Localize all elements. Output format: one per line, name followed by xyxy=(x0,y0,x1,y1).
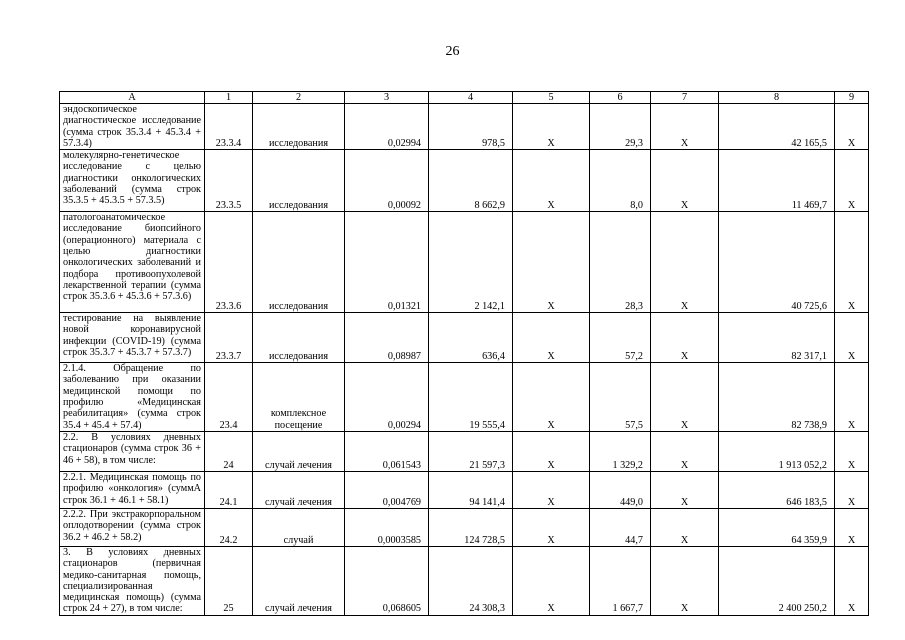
row-col-4: 2 142,1 xyxy=(429,212,513,313)
table-row xyxy=(60,431,869,471)
row-col-5: X xyxy=(513,431,590,471)
row-col-4: 124 728,5 xyxy=(429,508,513,546)
row-col-5: X xyxy=(513,508,590,546)
row-col-6: 28,3 xyxy=(590,212,651,313)
row-col-4: 636,4 xyxy=(429,313,513,363)
row-col-6: 1 667,7 xyxy=(590,546,651,615)
header-cell-7: 7 xyxy=(651,92,719,104)
row-col-8: 11 469,7 xyxy=(719,150,835,212)
header-cell-a: А xyxy=(60,92,205,104)
row-line-number: 23.3.6 xyxy=(205,212,253,313)
row-col-7: X xyxy=(651,313,719,363)
row-col-7: X xyxy=(651,150,719,212)
row-col-7: X xyxy=(651,363,719,432)
row-col-9: X xyxy=(835,150,869,212)
row-col-5: X xyxy=(513,471,590,508)
row-line-number: 24.2 xyxy=(205,508,253,546)
row-description: тестирование на выявление новой коронавирусной инфекции (COVID-19) (сумма строк 35.3.7 + 45.3.7 + 57.3.7) xyxy=(60,313,205,363)
row-col-9: X xyxy=(835,471,869,508)
row-unit: случай лечения xyxy=(253,546,345,615)
row-col-3: 0,068605 xyxy=(345,546,429,615)
row-unit: исследования xyxy=(253,313,345,363)
row-col-7: X xyxy=(651,546,719,615)
row-col-4: 24 308,3 xyxy=(429,546,513,615)
row-col-6: 57,5 xyxy=(590,363,651,432)
row-col-5: X xyxy=(513,150,590,212)
row-col-3: 0,0003585 xyxy=(345,508,429,546)
row-unit: исследования xyxy=(253,150,345,212)
row-col-7: X xyxy=(651,471,719,508)
row-description: 3. В условиях дневных стационаров (первичная медико-санитарная помощь, специализированная медицинская помощь) (сумма строк 24 + 27), в том числе: xyxy=(60,546,205,615)
table-row xyxy=(60,363,869,432)
row-col-8: 82 738,9 xyxy=(719,363,835,432)
row-col-7: X xyxy=(651,508,719,546)
header-cell-8: 8 xyxy=(719,92,835,104)
row-col-5: X xyxy=(513,546,590,615)
row-col-5: X xyxy=(513,104,590,150)
row-col-5: X xyxy=(513,212,590,313)
row-col-6: 8,0 xyxy=(590,150,651,212)
table-row xyxy=(60,313,869,363)
row-col-9: X xyxy=(835,313,869,363)
page-number: 26 xyxy=(445,44,460,59)
table-row xyxy=(60,150,869,212)
row-line-number: 25 xyxy=(205,546,253,615)
row-col-9: X xyxy=(835,363,869,432)
row-col-8: 1 913 052,2 xyxy=(719,431,835,471)
row-col-3: 0,061543 xyxy=(345,431,429,471)
header-cell-9: 9 xyxy=(835,92,869,104)
header-cell-1: 1 xyxy=(205,92,253,104)
row-unit: исследования xyxy=(253,104,345,150)
row-col-7: X xyxy=(651,212,719,313)
row-unit: случай лечения xyxy=(253,431,345,471)
row-description: эндоскопическое диагностическое исследование (сумма строк 35.3.4 + 45.3.4 + 57.3.4) xyxy=(60,104,205,150)
header-cell-6: 6 xyxy=(590,92,651,104)
row-col-3: 0,00092 xyxy=(345,150,429,212)
table-row xyxy=(60,546,869,615)
header-cell-2: 2 xyxy=(253,92,345,104)
row-col-9: X xyxy=(835,212,869,313)
row-line-number: 23.3.7 xyxy=(205,313,253,363)
row-line-number: 23.3.5 xyxy=(205,150,253,212)
row-description: 2.2. В условиях дневных стационаров (сумма строк 36 + 46 + 58), в том числе: xyxy=(60,431,205,471)
row-col-4: 8 662,9 xyxy=(429,150,513,212)
row-col-8: 646 183,5 xyxy=(719,471,835,508)
row-unit: случай xyxy=(253,508,345,546)
row-col-9: X xyxy=(835,431,869,471)
header-cell-3: 3 xyxy=(345,92,429,104)
row-unit: комплексное посещение xyxy=(253,363,345,432)
row-col-3: 0,004769 xyxy=(345,471,429,508)
row-col-8: 2 400 250,2 xyxy=(719,546,835,615)
row-col-6: 449,0 xyxy=(590,471,651,508)
row-description: молекулярно-генетическое исследование с целью диагностики онкологических заболеваний (сумма строк 35.3.5 + 45.3.5 + 57.3.5) xyxy=(60,150,205,212)
row-col-8: 42 165,5 xyxy=(719,104,835,150)
table-header-row xyxy=(60,92,869,104)
row-line-number: 24 xyxy=(205,431,253,471)
row-col-7: X xyxy=(651,104,719,150)
table-row xyxy=(60,471,869,508)
row-col-4: 978,5 xyxy=(429,104,513,150)
table-row xyxy=(60,104,869,150)
header-cell-4: 4 xyxy=(429,92,513,104)
row-description: 2.1.4. Обращение по заболеванию при оказании медицинской помощи по профилю «Медицинская реабилитация» (сумма строк 35.4 + 45.4 + 57.4) xyxy=(60,363,205,432)
row-col-5: X xyxy=(513,313,590,363)
row-col-6: 29,3 xyxy=(590,104,651,150)
row-description: 2.2.1. Медицинская помощь по профилю «онкология» (суммА строк 36.1 + 46.1 + 58.1) xyxy=(60,471,205,508)
header-cell-5: 5 xyxy=(513,92,590,104)
row-col-3: 0,00294 xyxy=(345,363,429,432)
row-col-6: 57,2 xyxy=(590,313,651,363)
row-unit: исследования xyxy=(253,212,345,313)
row-unit: случай лечения xyxy=(253,471,345,508)
row-col-6: 44,7 xyxy=(590,508,651,546)
row-col-4: 21 597,3 xyxy=(429,431,513,471)
row-col-5: X xyxy=(513,363,590,432)
row-col-9: X xyxy=(835,546,869,615)
row-col-6: 1 329,2 xyxy=(590,431,651,471)
row-line-number: 23.4 xyxy=(205,363,253,432)
row-col-9: X xyxy=(835,104,869,150)
row-col-8: 82 317,1 xyxy=(719,313,835,363)
table-row xyxy=(60,508,869,546)
row-description: патологоанатомическое исследование биопсийного (операционного) материала с целью диагностики онкологических заболеваний и подбора противоопухолевой лекарственной терапии (сумма строк 35.3.6 + 45.3.6 + 57.3.6) xyxy=(60,212,205,313)
table-row xyxy=(60,212,869,313)
data-table xyxy=(59,91,869,616)
row-line-number: 23.3.4 xyxy=(205,104,253,150)
row-col-7: X xyxy=(651,431,719,471)
row-col-8: 64 359,9 xyxy=(719,508,835,546)
row-col-3: 0,01321 xyxy=(345,212,429,313)
row-col-4: 94 141,4 xyxy=(429,471,513,508)
row-col-3: 0,08987 xyxy=(345,313,429,363)
row-col-8: 40 725,6 xyxy=(719,212,835,313)
row-col-9: X xyxy=(835,508,869,546)
row-line-number: 24.1 xyxy=(205,471,253,508)
row-col-4: 19 555,4 xyxy=(429,363,513,432)
row-description: 2.2.2. При экстракорпоральном оплодотворении (сумма строк 36.2 + 46.2 + 58.2) xyxy=(60,508,205,546)
row-col-3: 0,02994 xyxy=(345,104,429,150)
